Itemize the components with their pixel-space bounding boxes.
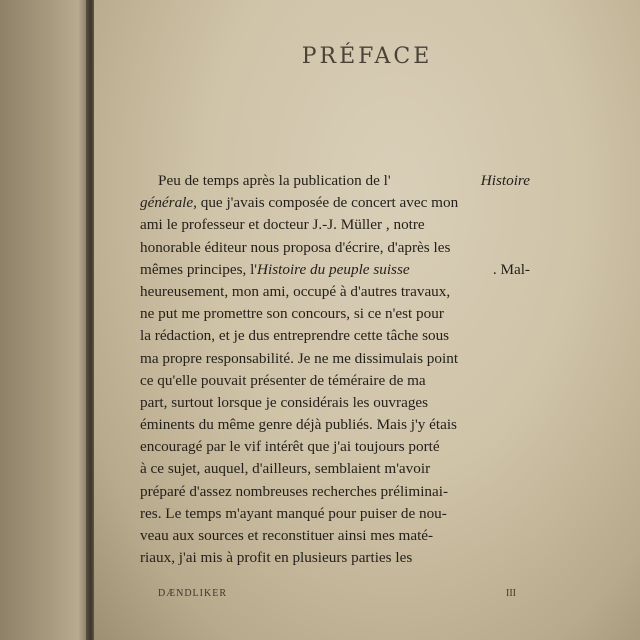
text-line-13: encouragé par le vif intérêt que j'ai toujours porté — [140, 438, 440, 456]
left-page-edge — [0, 0, 92, 640]
text-line-7: ne put me promettre son concours, si ce n'est pour — [140, 305, 444, 323]
page-number: III — [506, 588, 516, 599]
text-line-14: à ce sujet, auquel, d'ailleurs, semblaient m'avoir — [140, 460, 431, 478]
text-line-10: ce qu'elle pouvait présenter de téméraire de ma — [140, 371, 426, 389]
signature-mark: DÆNDLIKER — [158, 588, 227, 599]
text-line-6: heureusement, mon ami, occupé à d'autres travaux, — [140, 282, 451, 300]
text-line-2: générale, que j'avais composée de concert avec mon — [140, 194, 459, 212]
text-line-16: res. Le temps m'ayant manqué pour puiser de nou- — [140, 504, 447, 522]
text-line-12: éminents du même genre déjà publiés. Mais j'y étais — [140, 416, 457, 434]
page-title: PRÉFACE — [301, 44, 433, 69]
preface-paragraph — [140, 170, 530, 569]
text-line-18: riaux, j'ai mis à profit en plusieurs parties les — [140, 549, 413, 567]
text-line-8: la rédaction, et je dus entreprendre cette tâche sous — [140, 327, 450, 345]
text-line-3: ami le professeur et docteur J.-J. Müller , notre — [140, 216, 425, 234]
text-line-9: ma propre responsabilité. Je ne me dissimulais point — [140, 349, 459, 367]
text-line-4: honorable éditeur nous proposa d'écrire, d'après les — [140, 238, 451, 256]
book-page — [94, 0, 640, 640]
text-line-11: part, surtout lorsque je considérais les ouvrages — [140, 393, 429, 411]
text-line-15: préparé d'assez nombreuses recherches préliminai- — [140, 482, 449, 500]
text-line-5: mêmes principes, l'Histoire du peuple suisse . Mal- — [140, 260, 530, 278]
text-line-17: veau aux sources et reconstituer ainsi mes maté- — [140, 527, 434, 544]
text-line-1: Peu de temps après la publication de l' Histoire — [158, 172, 530, 189]
